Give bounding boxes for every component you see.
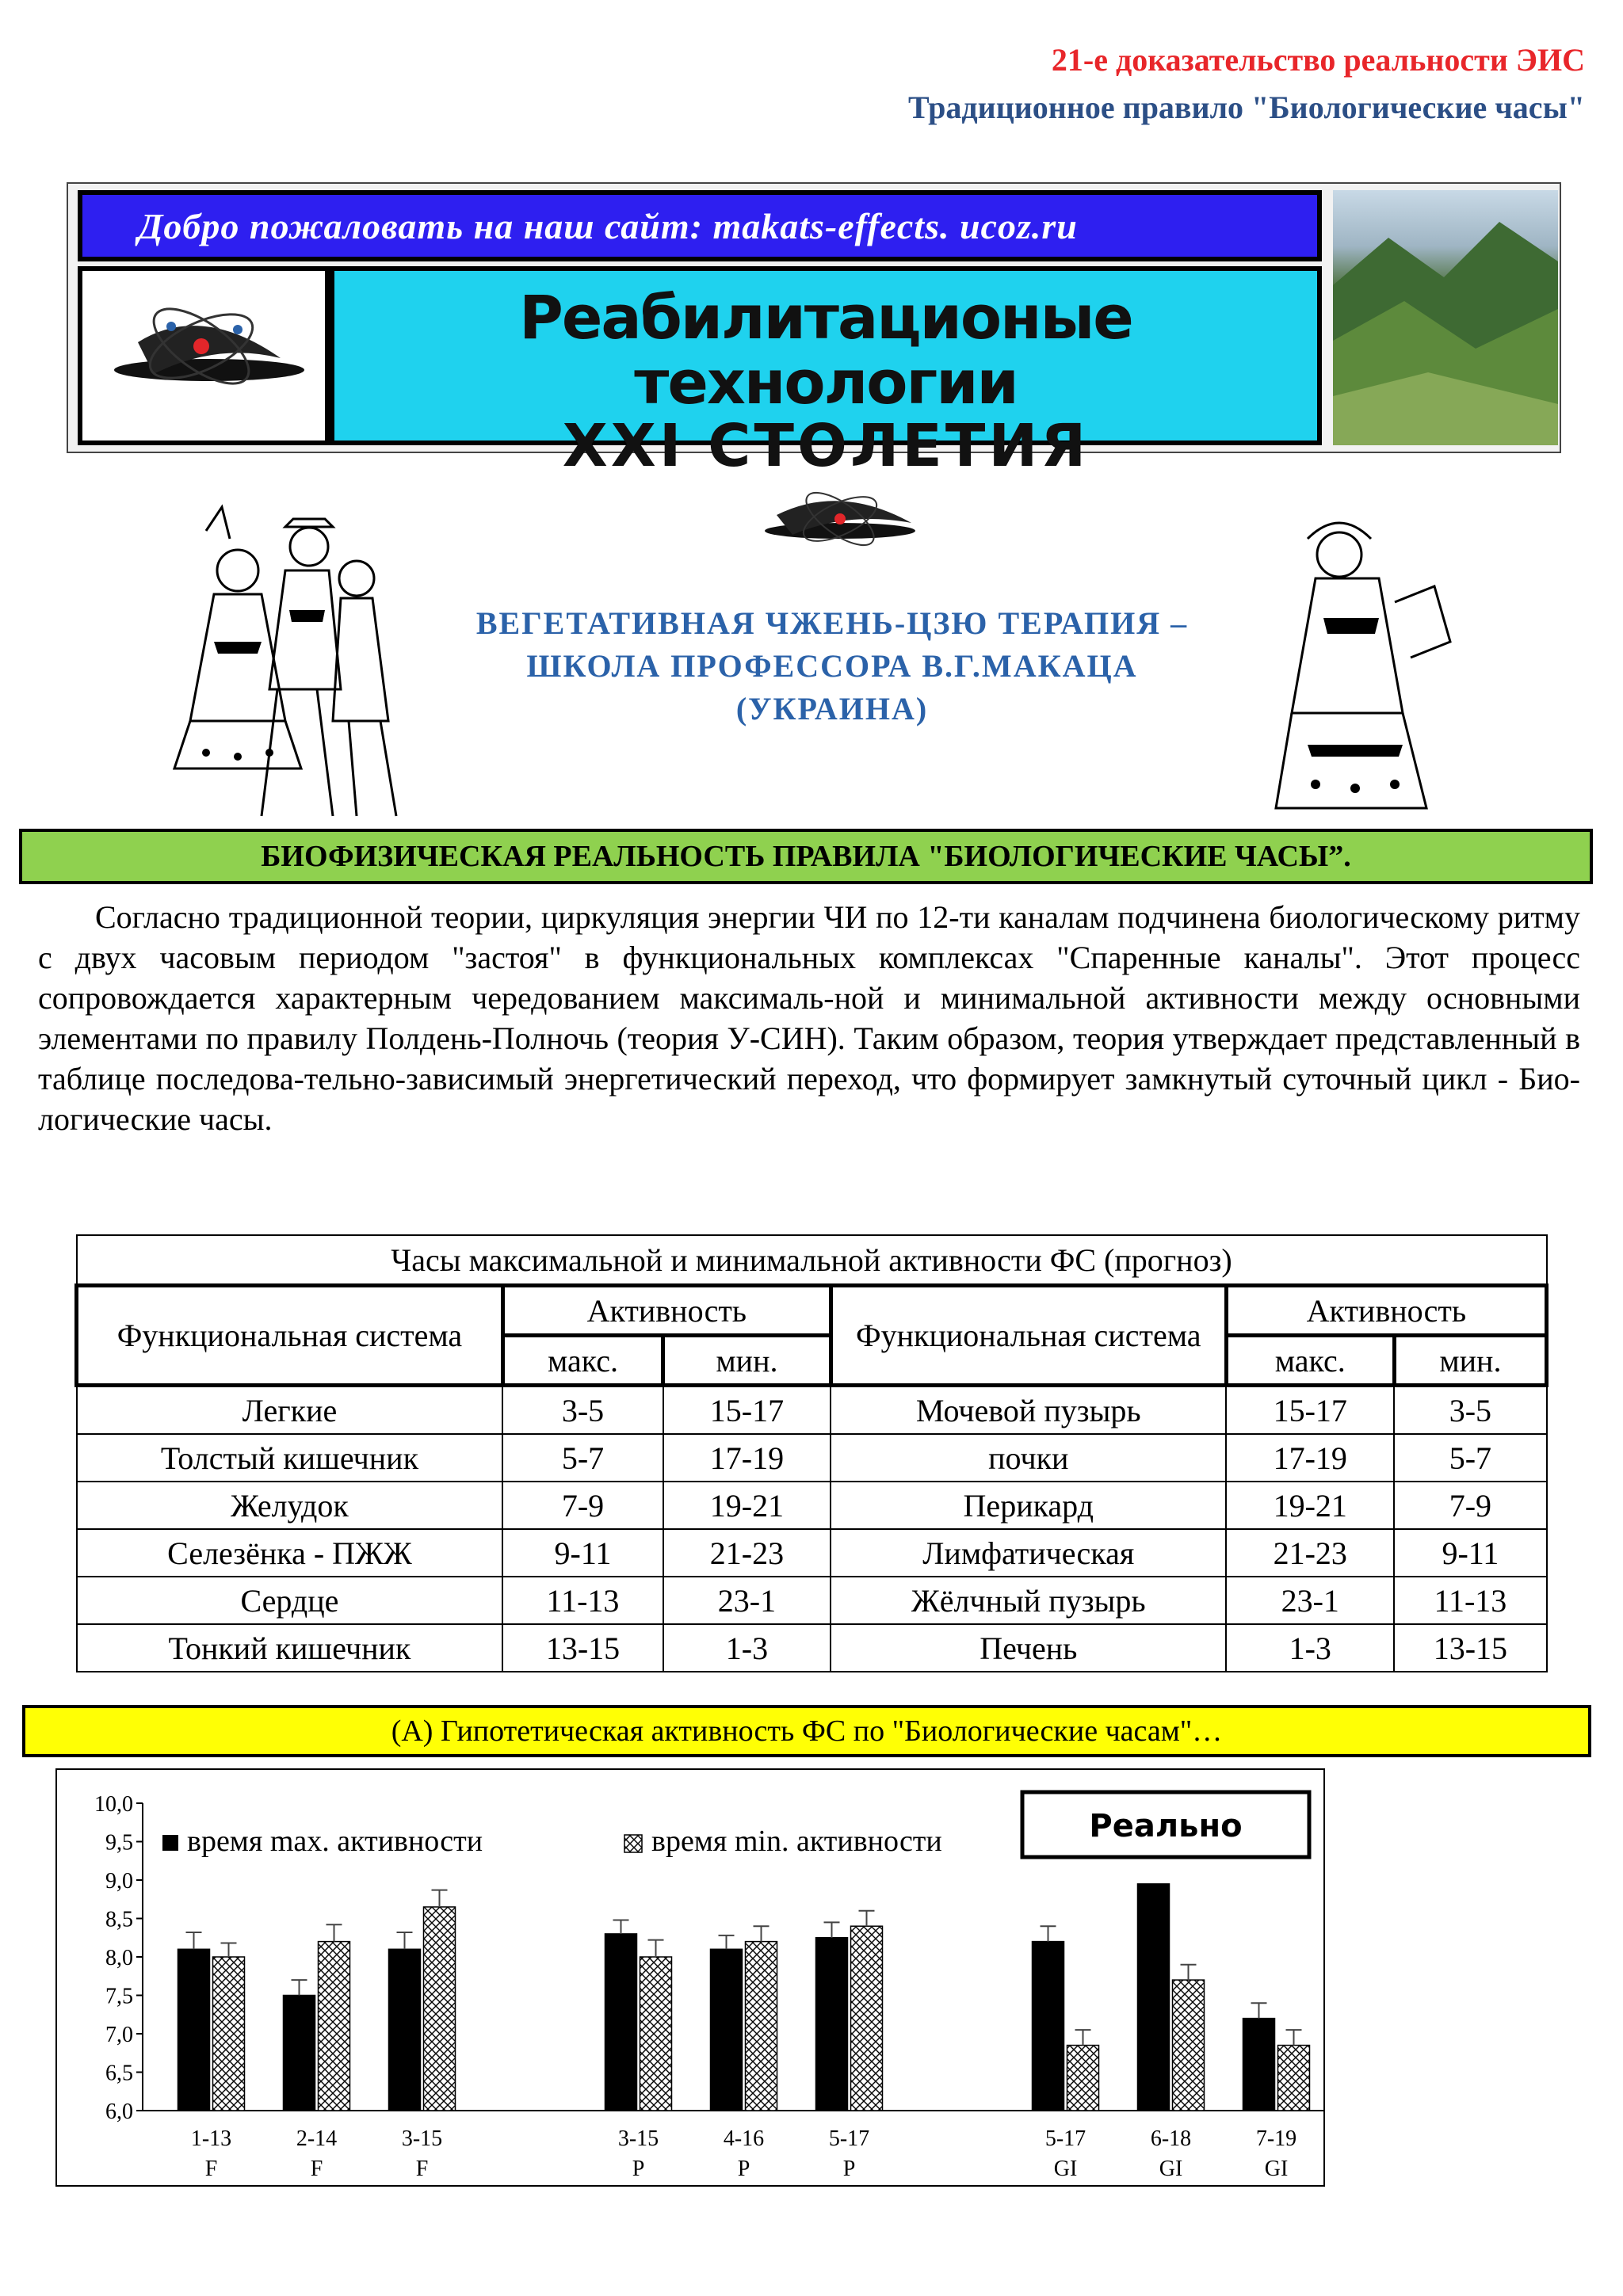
bar-min-activity	[746, 1942, 777, 2111]
cell-min: 23-1	[663, 1577, 831, 1624]
x-category-sublabel: F	[415, 2157, 429, 2181]
y-tick-label: 6,5	[105, 2061, 133, 2086]
bar-min-activity	[424, 1907, 456, 2111]
y-tick-label: 9,0	[105, 1869, 133, 1894]
x-category-label: 5-17	[1044, 2126, 1086, 2151]
atom-emblem-icon	[761, 475, 919, 570]
x-category-label: 3-15	[617, 2126, 659, 2151]
school-line-2: ШКОЛА ПРОФЕССОРА В.Г.МАКАЦА	[526, 648, 1138, 684]
site-banner	[67, 182, 1561, 480]
cell-system: Жёлчный пузырь	[831, 1577, 1226, 1624]
bar-max-activity	[711, 1949, 743, 2111]
cell-max: 15-17	[1226, 1386, 1394, 1435]
cell-min: 15-17	[663, 1386, 831, 1435]
cell-max: 3-5	[502, 1386, 663, 1435]
cell-system: Желудок	[77, 1482, 503, 1529]
cell-min: 1-3	[663, 1624, 831, 1672]
cell-min: 5-7	[1394, 1434, 1546, 1482]
col-header-activity-right: Активность	[1226, 1286, 1546, 1336]
y-tick-label: 8,0	[105, 1946, 133, 1970]
bar-max-activity	[605, 1934, 637, 2111]
error-bar	[221, 1943, 237, 1957]
error-bar	[432, 1890, 448, 1907]
cell-system: почки	[831, 1434, 1226, 1482]
badge-real: Реально	[1089, 1808, 1243, 1844]
paragraph-text: Согласно традиционной теории, циркуляция энергии ЧИ по 12-ти каналам подчинена биологическому ритму с двух часовым периодом "застоя" в функциональных комплексах "Спаренные каналы". Этот процесс сопровождается характерным чередованием максималь-ной и минимальной активности между основными элементами по правилу Полдень-Полночь (теория У-СИН). Таким образом, теория утверждает представленный в таблице последова-тельно-зависимый энергетический переход, что формирует замкнутый суточный цикл - Био-логические часы.	[38, 899, 1580, 1137]
error-bar	[719, 1936, 735, 1949]
x-category-label: 6-18	[1150, 2126, 1192, 2151]
bar-max-activity	[1033, 1942, 1064, 2111]
bar-min-activity	[1278, 2046, 1310, 2111]
bar-max-activity	[816, 1938, 848, 2111]
error-bar	[859, 1911, 875, 1926]
error-bar	[292, 1980, 307, 1995]
x-category-sublabel: GI	[1264, 2157, 1289, 2181]
cell-system: Селезёнка - ПЖЖ	[77, 1529, 503, 1577]
header-line-1: 21-е доказательство реальности ЭИС	[1051, 42, 1585, 78]
table-row	[77, 1482, 1547, 1529]
error-bar	[613, 1920, 629, 1933]
error-bar	[1181, 1965, 1197, 1980]
cell-max: 5-7	[502, 1434, 663, 1482]
cell-max: 17-19	[1226, 1434, 1394, 1482]
bar-max-activity	[178, 1949, 210, 2111]
table-row	[77, 1577, 1547, 1624]
x-category-label: 2-14	[296, 2126, 338, 2151]
cell-system: Мочевой пузырь	[831, 1386, 1226, 1435]
y-tick-label: 6,0	[105, 2100, 133, 2124]
welcome-text: Добро пожаловать на наш сайт: makats-effects. ucoz.ru	[138, 205, 1078, 246]
school-title	[396, 602, 1268, 730]
bar-min-activity	[1173, 1980, 1205, 2111]
bar-min-activity	[213, 1957, 245, 2111]
bar-max-activity	[1243, 2019, 1275, 2111]
cell-max: 23-1	[1226, 1577, 1394, 1624]
header-line-2: Традиционное правило "Биологические часы"	[908, 90, 1585, 125]
x-category-label: 7-19	[1255, 2126, 1297, 2151]
col-header-system-left: Функциональная система	[77, 1286, 503, 1386]
table-caption: Часы максимальной и минимальной активности ФС (прогноз)	[77, 1235, 1547, 1286]
error-bar	[397, 1932, 413, 1949]
y-tick-label: 10,0	[94, 1792, 133, 1817]
banner-logo	[78, 266, 330, 445]
error-bar	[824, 1922, 840, 1937]
col-header-min-left: мин.	[663, 1336, 831, 1386]
bar-min-activity	[1067, 2046, 1099, 2111]
error-bar	[327, 1924, 342, 1941]
cell-max: 13-15	[502, 1624, 663, 1672]
x-category-label: 1-13	[190, 2126, 232, 2151]
welcome-bar[interactable]	[78, 190, 1322, 261]
bar-max-activity	[1138, 1884, 1170, 2111]
x-category-label: 3-15	[401, 2126, 443, 2151]
section-title-biophysical: БИОФИЗИЧЕСКАЯ РЕАЛЬНОСТЬ ПРАВИЛА "БИОЛОГИЧЕСКИЕ ЧАСЫ”.	[19, 829, 1593, 884]
cell-system: Тонкий кишечник	[77, 1624, 503, 1672]
y-tick-label: 9,5	[105, 1830, 133, 1855]
legend-label-min: время min. активности	[651, 1825, 942, 1858]
table-row	[77, 1529, 1547, 1577]
cell-system: Печень	[831, 1624, 1226, 1672]
banner-title	[330, 266, 1322, 480]
table-row	[77, 1386, 1547, 1435]
cell-system: Перикард	[831, 1482, 1226, 1529]
cell-max: 11-13	[502, 1577, 663, 1624]
col-header-system-right: Функциональная система	[831, 1286, 1226, 1386]
bar-min-activity	[851, 1926, 883, 2111]
x-category-sublabel: P	[632, 2157, 645, 2181]
cell-min: 9-11	[1394, 1529, 1546, 1577]
x-category-sublabel: P	[737, 2157, 750, 2181]
bar-min-activity	[640, 1957, 672, 2111]
banner-title-line-1: Реабилитационые технологии	[519, 282, 1132, 418]
error-bar	[648, 1940, 664, 1957]
bar-max-activity	[389, 1949, 421, 2111]
bar-max-activity	[284, 1996, 315, 2111]
x-category-label: 5-17	[828, 2126, 870, 2151]
cell-min: 19-21	[663, 1482, 831, 1529]
cell-system: Толстый кишечник	[77, 1434, 503, 1482]
cell-max: 9-11	[502, 1529, 663, 1577]
section-title-hypothetical: (А) Гипотетическая активность ФС по "Биологические часам"…	[22, 1705, 1591, 1757]
cell-system: Легкие	[77, 1386, 503, 1435]
error-bar	[754, 1926, 769, 1941]
y-tick-label: 7,0	[105, 2023, 133, 2047]
folk-couple-illustration	[1244, 507, 1482, 824]
activity-table	[74, 1234, 1549, 1672]
x-category-sublabel: GI	[1159, 2157, 1183, 2181]
error-bar	[1251, 2003, 1267, 2018]
legend-swatch-max	[162, 1835, 178, 1851]
col-header-min-right: мин.	[1394, 1336, 1546, 1386]
cell-min: 3-5	[1394, 1386, 1546, 1435]
y-tick-label: 7,5	[105, 1984, 133, 2009]
school-line-1: ВЕГЕТАТИВНАЯ ЧЖЕНЬ-ЦЗЮ ТЕРАПИЯ –	[475, 605, 1189, 641]
cell-max: 1-3	[1226, 1624, 1394, 1672]
error-bar	[186, 1932, 202, 1949]
cell-min: 11-13	[1394, 1577, 1546, 1624]
table-row	[77, 1434, 1547, 1482]
x-category-sublabel: F	[204, 2157, 218, 2181]
cell-max: 7-9	[502, 1482, 663, 1529]
x-category-sublabel: F	[310, 2157, 323, 2181]
mountain-photo	[1333, 190, 1558, 445]
x-category-label: 4-16	[723, 2126, 765, 2151]
cell-max: 21-23	[1226, 1529, 1394, 1577]
col-header-activity-left: Активность	[502, 1286, 831, 1336]
table-row	[77, 1624, 1547, 1672]
cell-system: Лимфатическая	[831, 1529, 1226, 1577]
y-tick-label: 8,5	[105, 1907, 133, 1932]
error-bar	[1286, 2030, 1302, 2045]
cell-min: 7-9	[1394, 1482, 1546, 1529]
bar-min-activity	[319, 1942, 350, 2111]
school-line-3: (УКРАИНА)	[735, 691, 929, 727]
cell-system: Сердце	[77, 1577, 503, 1624]
col-header-max-left: макс.	[502, 1336, 663, 1386]
x-category-sublabel: P	[842, 2157, 856, 2181]
folk-dancers-illustration	[158, 483, 412, 832]
col-header-max-right: макс.	[1226, 1336, 1394, 1386]
cell-min: 21-23	[663, 1529, 831, 1577]
cell-min: 13-15	[1394, 1624, 1546, 1672]
error-bar	[1041, 1926, 1056, 1941]
activity-bar-chart	[55, 1768, 1339, 2188]
legend-label-max: время max. активности	[187, 1825, 483, 1858]
error-bar	[1075, 2030, 1091, 2045]
legend-swatch-min	[624, 1835, 642, 1852]
x-category-sublabel: GI	[1053, 2157, 1078, 2181]
cell-max: 19-21	[1226, 1482, 1394, 1529]
cell-min: 17-19	[663, 1434, 831, 1482]
banner-title-line-2: XXI СТОЛЕТИЯ	[562, 412, 1090, 480]
atom-logo-icon	[82, 271, 325, 441]
intro-paragraph	[38, 897, 1580, 1139]
